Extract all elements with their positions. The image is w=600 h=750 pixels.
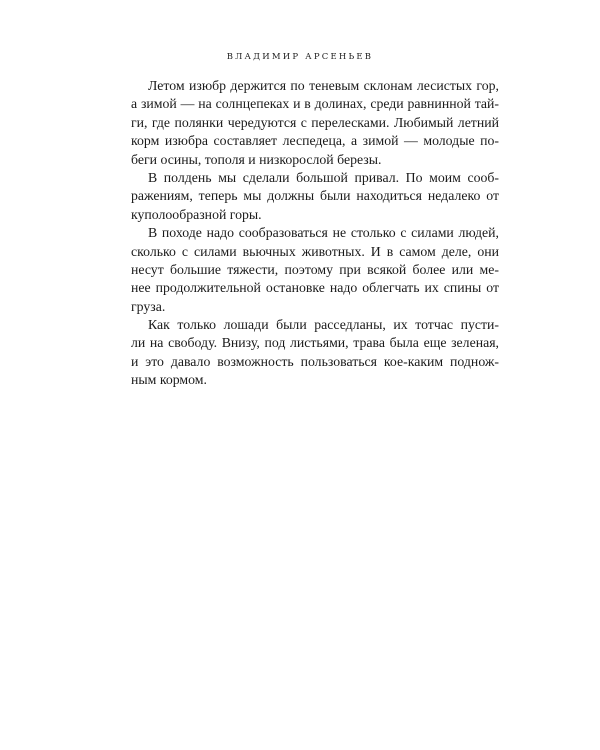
text-line: а зимой — на солнцепеках и в долинах, среди равнинной тай- <box>131 96 499 112</box>
paragraph-3 <box>131 224 499 316</box>
text-line: и это давало возможность пользоваться кое-каким поднож- <box>131 353 499 369</box>
text-line: куполообразной горы. <box>131 206 262 222</box>
running-head-author: ВЛАДИМИР АРСЕНЬЕВ <box>226 52 374 62</box>
text-line: Как только лошади были расседланы, их тотчас пусти- <box>148 317 499 333</box>
text-line: ги, где полянки чередуются с перелесками. Любимый летний <box>131 114 499 130</box>
text-line: ным кормом. <box>131 372 207 388</box>
text-line: беги осины, тополя и низкорослой березы. <box>131 151 382 167</box>
text-line: В полдень мы сделали большой привал. По моим сооб- <box>148 169 499 185</box>
text-line: корм изюбра составляет леспедеца, а зимой — молодые по- <box>131 133 499 149</box>
text-line: ли на свободу. Внизу, под листьями, трава была еще зеленая, <box>131 335 499 351</box>
paragraph-4 <box>131 316 499 390</box>
paragraph-1 <box>131 77 499 169</box>
paragraph-2 <box>131 169 499 224</box>
text-line: несут большие тяжести, поэтому при всякой более или ме- <box>131 261 499 277</box>
text-line: В походе надо сообразоваться не столько с силами людей, <box>148 225 499 241</box>
text-line: Летом изюбр держится по теневым склонам лесистых гор, <box>148 78 499 93</box>
text-line: нее продолжительной остановке надо облегчать их спины от <box>131 280 499 296</box>
text-line: ражениям, теперь мы должны были находиться недалеко от <box>131 188 499 204</box>
text-line: сколько с силами вьючных животных. И в самом деле, они <box>131 243 499 259</box>
body-text <box>131 77 499 390</box>
text-line: груза. <box>131 298 166 314</box>
